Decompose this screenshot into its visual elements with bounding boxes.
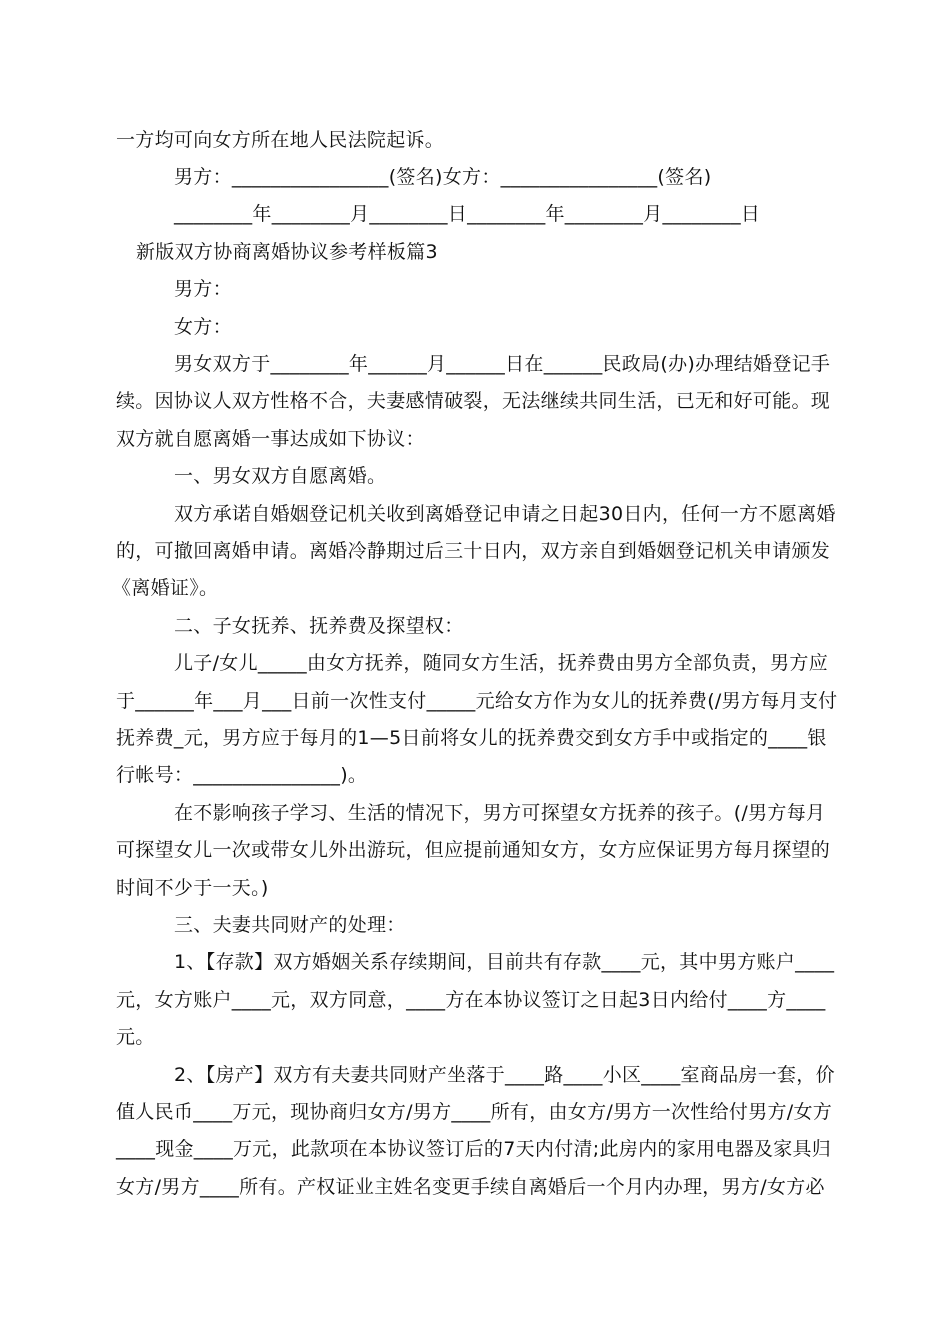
text-line: 《离婚证》。	[112, 577, 219, 599]
clause-heading: 二、子女抚养、抚养费及探望权：	[174, 615, 464, 637]
text-line: 元。	[116, 1026, 155, 1048]
text-line: 男女双方于________年______月______日在______民政局(办)办理结婚登记手	[174, 353, 831, 375]
section-title: 新版双方协商离婚协议参考样板篇3	[136, 241, 438, 263]
text-line: 续。因协议人双方性格不合，夫妻感情破裂，无法继续共同生活，已无和好可能。现	[116, 390, 831, 412]
text-line: 行帐号：_______________)。	[116, 764, 368, 786]
text-line: 时间不少于一天。)	[116, 877, 269, 899]
text-line: 双方承诺自婚姻登记机关收到离婚登记申请之日起30日内，任何一方不愿离婚	[174, 503, 836, 525]
text-line: 抚养费_元，男方应于每月的1—5日前将女儿的抚养费交到女方手中或指定的____银	[116, 727, 827, 749]
clause-heading: 一、男女双方自愿离婚。	[174, 465, 387, 487]
text-line: 在不影响孩子学习、生活的情况下，男方可探望女方抚养的孩子。(/男方每月	[174, 802, 826, 824]
text-line: 女方/男方____所有。产权证业主姓名变更手续自离婚后一个月内办理，男方/女方必	[116, 1176, 825, 1198]
text-line: 元，女方账户____元，双方同意，____方在本协议签订之日起3日内给付____方____	[116, 989, 826, 1011]
clause-heading: 三、夫妻共同财产的处理：	[174, 914, 406, 936]
text-line: 2、【房产】双方有夫妻共同财产坐落于____路____小区____室商品房一套，价	[174, 1064, 835, 1086]
text-line: 1、【存款】双方婚姻关系存续期间，目前共有存款____元，其中男方账户____	[174, 951, 835, 973]
text-line: 一方均可向女方所在地人民法院起诉。	[116, 129, 445, 151]
text-line: 双方就自愿离婚一事达成如下协议：	[116, 428, 425, 450]
party-female: 女方：	[174, 316, 232, 338]
text-line: 的，可撤回离婚申请。离婚冷静期过后三十日内，双方亲自到婚姻登记机关申请颁发	[116, 540, 831, 562]
text-line: 值人民币____万元，现协商归女方/男方____所有，由女方/男方一次性给付男方/女方	[116, 1101, 833, 1123]
text-line: ____现金____万元，此款项在本协议签订后的7天内付清;此房内的家用电器及家具归	[116, 1138, 832, 1160]
signature-line: 男方：________________(签名)女方：________________(签名)	[174, 166, 712, 188]
text-line: 儿子/女儿_____由女方抚养，随同女方生活，抚养费由男方全部负责，男方应	[174, 652, 829, 674]
date-line: ________年________月________日________年________月________日	[174, 203, 761, 225]
text-line: 可探望女儿一次或带女儿外出游玩，但应提前通知女方，女方应保证男方每月探望的	[116, 839, 831, 861]
party-male: 男方：	[174, 278, 232, 300]
text-line: 于______年___月___日前一次性支付_____元给女方作为女儿的抚养费(/男方每月支付	[116, 690, 838, 712]
